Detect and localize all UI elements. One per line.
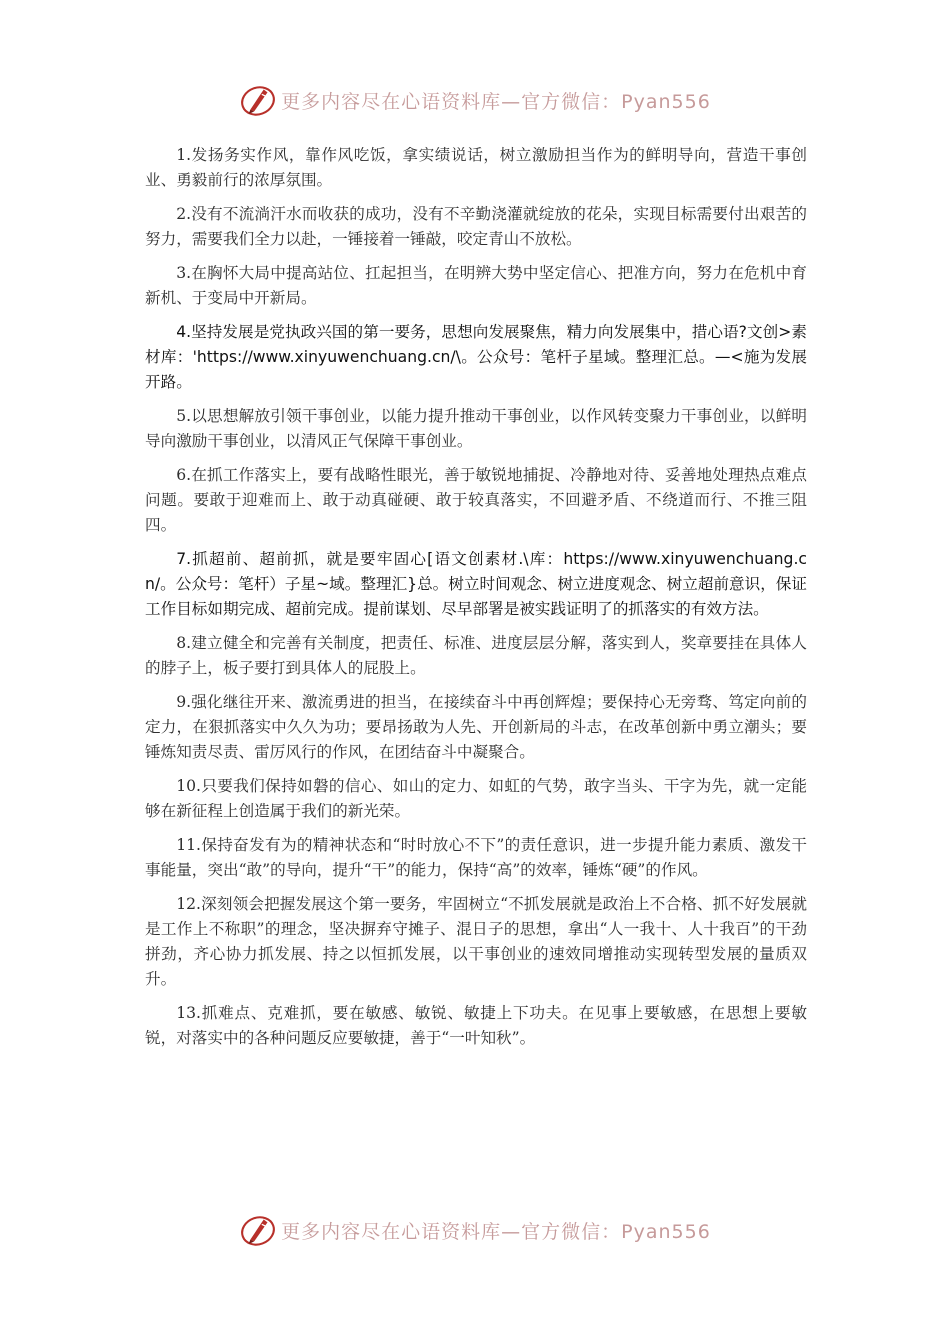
paragraph-1: 1.发扬务实作风，靠作风吃饭，拿实绩说话，树立激励担当作为的鲜明导向，营造干事创业、勇毅前行的浓厚氛围。 <box>145 146 807 189</box>
paragraph-10: 10.只要我们保持如磐的信心、如山的定力、如虹的气势，敢字当头、干字为先，就一定能够在新征程上创造属于我们的新光荣。 <box>145 777 807 820</box>
header-banner-text: 更多内容尽在心语资料库—官方微信：Pyan556 <box>281 90 711 113</box>
paragraph-11: 11.保持奋发有为的精神状态和“时时放心不下”的责任意识，进一步提升能力素质、激发干事能量，突出“敢”的导向，提升“干”的能力，保持“高”的效率，锤炼“硬”的作风。 <box>145 836 807 879</box>
footer-banner-text: 更多内容尽在心语资料库—官方微信：Pyan556 <box>281 1220 711 1243</box>
pen-nib-logo-icon <box>239 81 277 119</box>
header-banner <box>0 78 950 122</box>
document-body <box>145 143 807 1060</box>
paragraph-6: 6.在抓工作落实上，要有战略性眼光，善于敏锐地捕捉、冷静地对待、妥善地处理热点难点问题。要敢于迎难而上、敢于动真碰硬、敢于较真落实，不回避矛盾、不绕道而行、不推三阻四。 <box>145 466 807 534</box>
paragraph-7: 7.抓超前、超前抓，就是要牢固心[语文创素材.\库：https://www.xinyuwenchuang.cn/。公众号：笔杆）子星~域。整理汇}总。树立时间观念、树立进度观念、树立超前意识，保证工作目标如期完成、超前完成。提前谋划、尽早部署是被实践证明了的抓落实的有效方法。 <box>145 550 807 618</box>
paragraph-2: 2.没有不流淌汗水而收获的成功，没有不辛勤浇灌就绽放的花朵，实现目标需要付出艰苦的努力，需要我们全力以赴，一锤接着一锤敲，咬定青山不放松。 <box>145 205 807 248</box>
paragraph-12: 12.深刻领会把握发展这个第一要务，牢固树立“不抓发展就是政治上不合格、抓不好发展就是工作上不称职”的理念，坚决摒弃守摊子、混日子的思想，拿出“人一我十、人十我百”的干劲拼劲，齐心协力抓发展、持之以恒抓发展，以干事创业的速效同增推动实现转型发展的量质双升。 <box>145 895 807 988</box>
paragraph-9: 9.强化继往开来、激流勇进的担当，在接续奋斗中再创辉煌；要保持心无旁骛、笃定向前的定力，在狠抓落实中久久为功；要昂扬敢为人先、开创新局的斗志，在改革创新中勇立潮头；要锤炼知责尽责、雷厉风行的作风，在团结奋斗中凝聚合。 <box>145 693 807 761</box>
paragraph-3: 3.在胸怀大局中提高站位、扛起担当，在明辨大势中坚定信心、把准方向，努力在危机中育新机、于变局中开新局。 <box>145 264 807 307</box>
paragraph-8: 8.建立健全和完善有关制度，把责任、标准、进度层层分解，落实到人，奖章要挂在具体人的脖子上，板子要打到具体人的屁股上。 <box>145 634 807 677</box>
paragraph-4: 4.坚持发展是党执政兴国的第一要务，思想向发展聚焦，精力向发展集中，措心语?文创>素材库：'https://www.xinyuwenchuang.cn/\。公众号：笔杆子星域。整理汇总。—<施为发展开路。 <box>145 323 807 391</box>
footer-banner <box>0 1208 950 1252</box>
paragraph-13: 13.抓难点、克难抓，要在敏感、敏锐、敏捷上下功夫。在见事上要敏感，在思想上要敏锐，对落实中的各种问题反应要敏捷，善于“一叶知秋”。 <box>145 1004 807 1047</box>
paragraph-5: 5.以思想解放引领干事创业，以能力提升推动干事创业，以作风转变聚力干事创业，以鲜明导向激励干事创业，以清风正气保障干事创业。 <box>145 407 807 450</box>
pen-nib-logo-icon <box>239 1211 277 1249</box>
